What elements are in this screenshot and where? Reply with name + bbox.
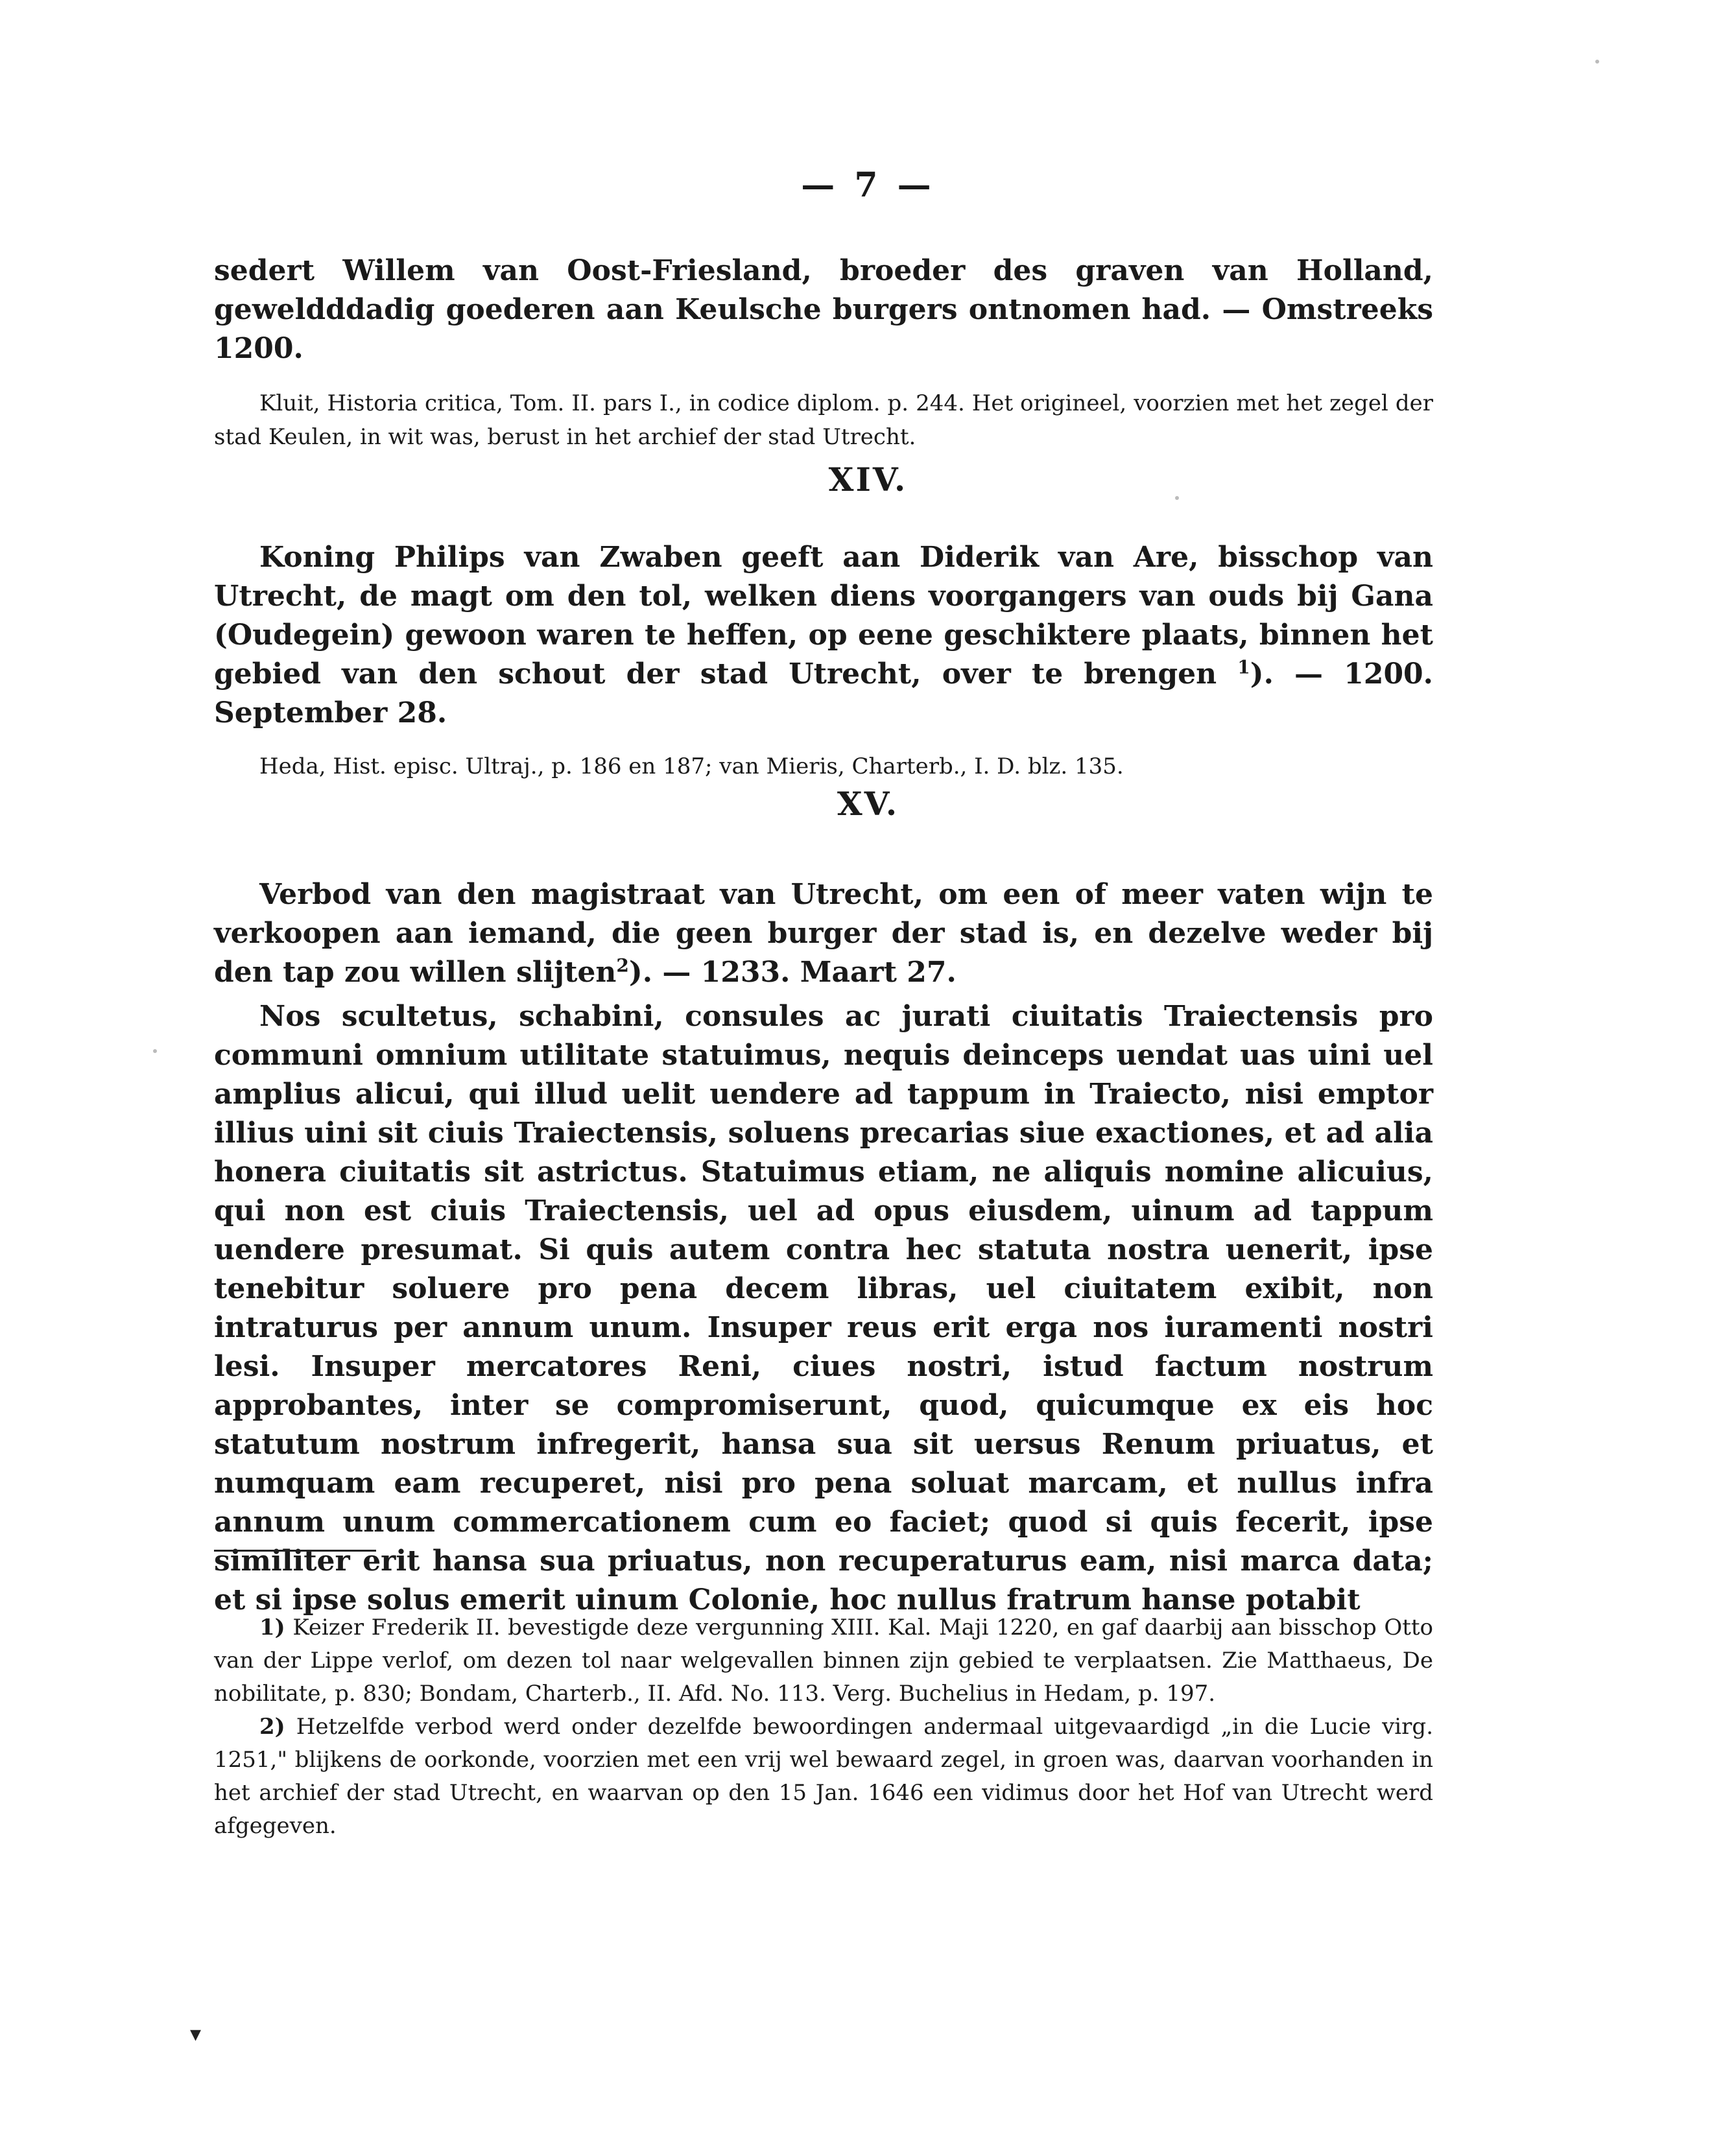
margin-mark: ▾ xyxy=(190,2021,202,2047)
footnote-2 xyxy=(214,1711,1433,1843)
section-heading-xiv: XIV. xyxy=(828,460,908,499)
section-xiv-summary xyxy=(214,538,1433,733)
footnote-1 xyxy=(214,1611,1433,1711)
page-number: — 7 — xyxy=(801,165,935,205)
section-xiv-citation: Heda, Hist. episc. Ultraj., p. 186 en 187; van Mieris, Charterb., I. D. blz. 135. xyxy=(259,753,1124,779)
footnote-ref-1: 1 xyxy=(1237,656,1250,678)
intro-citation: Kluit, Historia critica, Tom. II. pars I., in codice diplom. p. 244. Het origineel, voorzien met het zegel der stad Keulen, in wit was, berust in het archief der stad Utrecht. xyxy=(214,390,1433,450)
footnote-ref-2: 2 xyxy=(616,954,629,977)
footnote-1-text: Keizer Frederik II. bevestigde deze vergunning XIII. Kal. Maji 1220, en gaf daarbij aan bisschop Otto van der Lippe verlof, om dezen tol naar welgevallen binnen zijn gebied te verplaatsen. Zie Matthaeus, De nobilitate, p. 830; Bondam, Charterb., II. Afd. No. 113. Verg. Buchelius in Hedam, p. 197. xyxy=(214,1615,1433,1707)
footnotes xyxy=(214,1611,1433,1843)
section-xiv-date: ). — 1200. September 28. xyxy=(214,657,1433,729)
footnote-1-mark: 1) xyxy=(259,1615,285,1640)
scan-speck xyxy=(1595,60,1599,64)
intro-block xyxy=(214,252,1433,454)
section-xv-block xyxy=(214,875,1433,1620)
section-xiv-summary-text: Koning Philips van Zwaben geeft aan Diderik van Are, bisschop van Utrecht, de magt om den tol, welken diens voorgangers van ouds bij Gana (Oudegein) gewoon waren te heffen, op eene geschiktere plaats, binnen het gebied van den schout der stad Utrecht, over te brengen xyxy=(214,541,1433,691)
section-xv-date: ). — 1233. Maart 27. xyxy=(628,956,957,989)
footnote-divider xyxy=(214,1550,376,1552)
intro-paragraph: sedert Willem van Oost-Friesland, broeder des graven van Holland, geweldddadig goederen aan Keulsche burgers ontnomen had. — Omstreeks 1200. xyxy=(214,254,1433,365)
footnote-2-mark: 2) xyxy=(259,1714,285,1740)
scan-speck xyxy=(1175,496,1179,500)
section-xv-latin-text: Nos scultetus, schabini, consules ac jurati ciuitatis Traiectensis pro communi omnium utilitate statuimus, nequis deinceps uendat uas uini uel amplius alicui, qui illud uelit uendere ad tappum in Traiecto, nisi emptor illius uini sit ciuis Traiectensis, soluens precarias siue exactiones, et ad alia honera ciuitatis sit astrictus. Statuimus etiam, ne aliquis nomine alicuius, qui non est ciuis Traiectensis, uel ad opus eiusdem, uinum ad tappum uendere presumat. Si quis autem contra hec statuta nostra uenerit, ipse tenebitur soluere pro pena decem libras, uel ciuitatem exibit, non intraturus per annum unum. Insuper reus erit erga nos iuramenti nostri lesi. Insuper mercatores Reni, ciues nostri, istud factum nostrum approbantes, inter se compromiserunt, quod, quicumque ex eis hoc statutum nostrum infregerit, hansa sua sit uersus Renum priuatus, et numquam eam recuperet, nisi pro pena soluat marcam, et nullus infra annum unum commercationem cum eo faciet; quod si quis fecerit, ipse similiter erit hansa sua priuatus, non recuperaturus eam, nisi marca data; et si ipse solus emerit uinum Colonie, hoc nullus fratrum hanse potabit xyxy=(214,1000,1433,1616)
section-xv-summary-text: Verbod van den magistraat van Utrecht, om een of meer vaten wijn te verkoopen aan iemand, die geen burger der stad is, en dezelve weder bij den tap zou willen slijten xyxy=(214,878,1433,989)
footnote-2-text: Hetzelfde verbod werd onder dezelfde bewoordingen andermaal uitgevaardigd „in die Lucie virg. 1251," blijkens de oorkonde, voorzien met een vrij wel bewaard zegel, in groen was, daarvan voorhanden in het archief der stad Utrecht, en waarvan op den 15 Jan. 1646 een vidimus door het Hof van Utrecht werd afgegeven. xyxy=(214,1714,1433,1839)
section-heading-xv: XV. xyxy=(837,785,899,823)
scan-speck xyxy=(153,1049,157,1053)
section-xiv-block xyxy=(214,538,1433,783)
section-xv-summary xyxy=(214,875,1433,992)
